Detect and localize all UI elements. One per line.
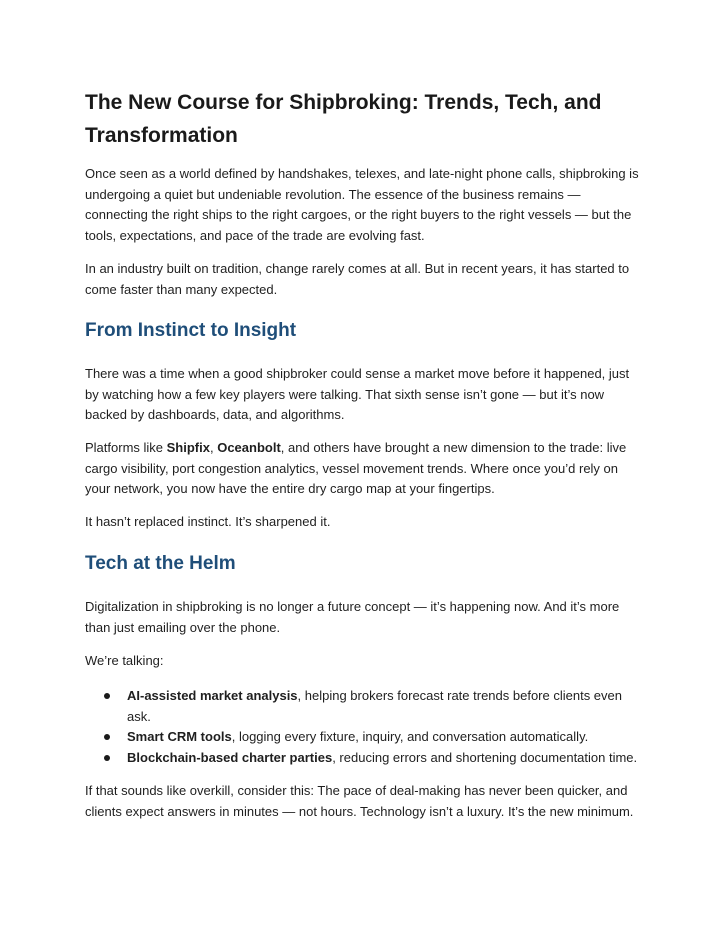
feature-bullet-list xyxy=(85,686,640,768)
section2-paragraph-2: We’re talking: xyxy=(85,653,164,668)
intro-paragraph-1: Once seen as a world defined by handshakes, telexes, and late-night phone calls, shipbroking is undergoing a quiet but undeniable revolution. The essence of the business remains — connecting the right ships to the right cargoes, or the right buyers to the right vessels — but the tools, expectations, and pace of the trade are evolving fast. xyxy=(85,166,639,243)
list-item xyxy=(85,727,640,748)
oceanbolt-name: Oceanbolt xyxy=(217,440,281,455)
bullet-bold: AI-assisted market analysis xyxy=(127,688,298,703)
bullet-text: , reducing errors and shortening documentation time. xyxy=(332,749,638,765)
section1-paragraph-2 xyxy=(85,438,640,500)
bullet-bold: Blockchain-based charter parties xyxy=(127,749,333,765)
list-item xyxy=(85,686,640,727)
bullet-bold: Smart CRM tools xyxy=(127,729,232,744)
bullet-icon xyxy=(104,755,110,761)
section-heading-instinct: From Instinct to Insight xyxy=(85,320,297,341)
platforms-separator: , xyxy=(209,440,218,455)
bullet-icon xyxy=(104,693,110,699)
section2-paragraph-3: If that sounds like overkill, consider this: The pace of deal-making has never been quicker, and clients expect answers in minutes — not hours. Technology isn’t a luxury. It’s the new minimum. xyxy=(85,783,634,819)
list-item xyxy=(85,748,640,769)
platforms-prefix: Platforms like xyxy=(85,440,167,455)
platforms-suffix: , and others have brought a new dimension to the trade: live cargo visibility, port congestion analytics, vessel movement trends. Where once you’d rely on your network, you now have the entire dry cargo map at your fingertips. xyxy=(85,440,627,496)
shipfix-name: Shipfix xyxy=(166,440,210,455)
bullet-text: , logging every fixture, inquiry, and conversation automatically. xyxy=(231,729,589,744)
intro-paragraph-2: In an industry built on tradition, change rarely comes at all. But in recent years, it has started to come faster than many expected. xyxy=(85,261,630,297)
page-title: The New Course for Shipbroking: Trends, Tech, and Transformation xyxy=(85,91,602,147)
section-heading-tech: Tech at the Helm xyxy=(85,553,236,574)
section1-paragraph-3: It hasn’t replaced instinct. It’s sharpened it. xyxy=(85,514,331,529)
bullet-text: , helping brokers forecast rate trends before clients even ask. xyxy=(127,688,623,724)
section2-paragraph-1: Digitalization in shipbroking is no longer a future concept — it’s happening now. And it’s more than just emailing over the phone. xyxy=(85,599,620,635)
section1-paragraph-1: There was a time when a good shipbroker could sense a market move before it happened, just by watching how a few key players were talking. That sixth sense isn’t gone — but it’s now backed by dashboards, data, and algorithms. xyxy=(85,366,630,422)
bullet-icon xyxy=(104,734,110,740)
